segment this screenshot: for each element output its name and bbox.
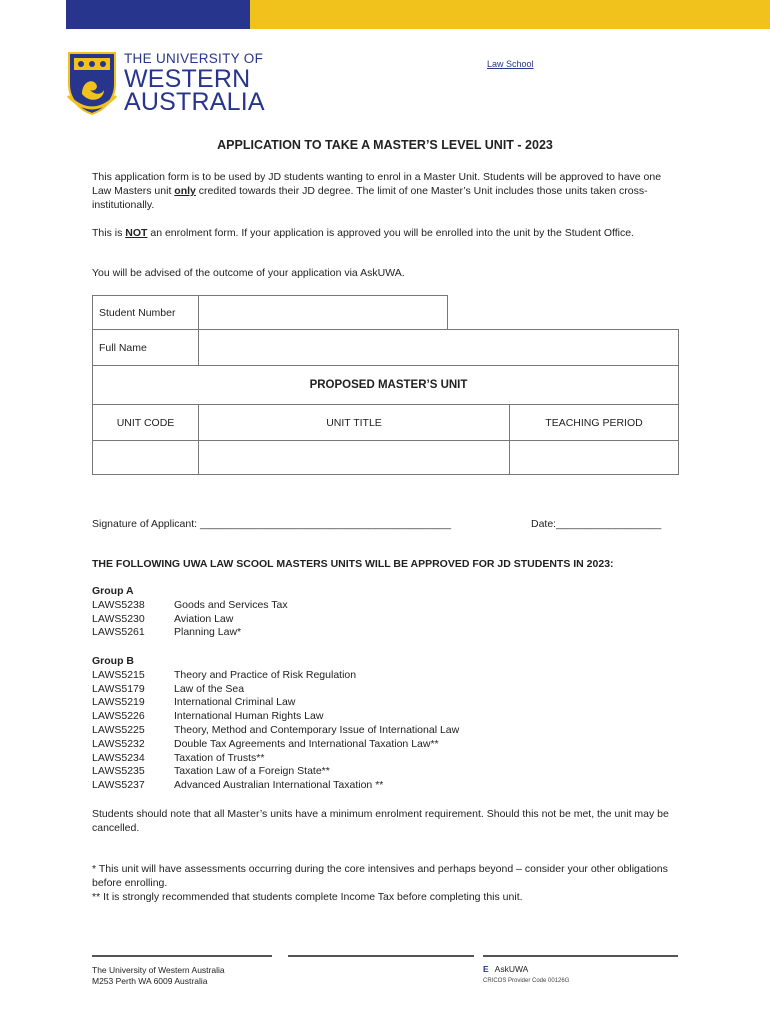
unit-code: LAWS5219 (92, 696, 145, 709)
unit-name: Theory and Practice of Risk Regulation (174, 668, 357, 681)
header-band-gold (250, 0, 770, 29)
university-name-line1: THE UNIVERSITY OF (124, 51, 264, 66)
unit-code: LAWS5215 (92, 668, 145, 681)
list-item (92, 779, 459, 793)
student-number-field[interactable] (198, 295, 448, 330)
intro-p1-text-a: This application form is to be used by JD students wanting to enrol in a Master Unit. Students will be approved to have one Law Masters unit (92, 171, 662, 197)
unit-name: Aviation Law (174, 612, 234, 625)
unit-code: LAWS5261 (92, 626, 145, 639)
footer-contact (483, 964, 528, 974)
unit-code: LAWS5225 (92, 723, 145, 736)
list-item (92, 752, 459, 766)
page-title: APPLICATION TO TAKE A MASTER’S LEVEL UNIT - 2023 (217, 138, 553, 152)
footnotes (92, 862, 682, 904)
unit-name: Goods and Services Tax (174, 598, 288, 611)
unit-code: LAWS5230 (92, 612, 145, 625)
intro-paragraph-1 (92, 170, 682, 212)
unit-code: LAWS5232 (92, 737, 145, 750)
teaching-period-input[interactable] (509, 440, 679, 475)
footer-address (92, 965, 225, 987)
unit-code: LAWS5234 (92, 751, 145, 764)
university-wordmark (124, 52, 265, 115)
student-number-label: Student Number (92, 295, 199, 330)
list-item (92, 669, 459, 683)
unit-code: LAWS5238 (92, 598, 145, 611)
unit-code-input[interactable] (92, 440, 199, 475)
unit-name: Double Tax Agreements and International Taxation Law** (174, 737, 439, 750)
list-item (92, 613, 288, 627)
unit-name: International Criminal Law (174, 696, 296, 709)
list-item (92, 710, 459, 724)
cricos-code: CRICOS Provider Code 00126G (483, 978, 570, 984)
approved-units-heading: THE FOLLOWING UWA LAW SCOOL MASTERS UNITS WILL BE APPROVED FOR JD STUDENTS IN 2023: (92, 558, 614, 570)
teaching-period-header: TEACHING PERIOD (509, 404, 679, 441)
intro-paragraph-3: You will be advised of the outcome of your application via AskUWA. (92, 267, 405, 279)
header-band-blue (66, 0, 250, 29)
unit-name: Taxation of Trusts** (174, 751, 265, 764)
unit-name: Taxation Law of a Foreign State** (174, 765, 330, 778)
group-title: Group B (92, 655, 134, 667)
full-name-label: Full Name (92, 329, 199, 366)
full-name-field[interactable] (198, 329, 679, 366)
unit-title-input[interactable] (198, 440, 510, 475)
enrolment-requirement-note: Students should note that all Master’s units have a minimum enrolment requirement. Should this not be met, the unit may be cancelled. (92, 808, 669, 834)
intro-p2-emphasis: NOT (125, 227, 148, 239)
intro-p2-text-b: an enrolment form. If your application is approved you will be enrolled into the unit by the Student Office. (147, 227, 635, 239)
unit-code: LAWS5237 (92, 779, 145, 792)
law-school-link[interactable]: Law School (487, 59, 534, 69)
intro-p1-emphasis: only (174, 185, 196, 197)
list-item (92, 696, 459, 710)
intro-paragraph-2 (92, 226, 682, 240)
signature-field[interactable]: Signature of Applicant: ___________________________________________ (92, 518, 452, 530)
list-item (92, 683, 459, 697)
unit-group-a (92, 585, 288, 640)
unit-name: Law of the Sea (174, 682, 245, 695)
intro-p2-text-a: This is (92, 227, 126, 239)
unit-name: Planning Law* (174, 626, 242, 639)
unit-code: LAWS5179 (92, 682, 145, 695)
footer-divider (92, 955, 272, 957)
list-item (92, 599, 288, 613)
unit-code: LAWS5235 (92, 765, 145, 778)
proposed-unit-heading: PROPOSED MASTER’S UNIT (92, 365, 679, 405)
footer-divider (288, 955, 474, 957)
unit-title-header: UNIT TITLE (198, 404, 510, 441)
list-item (92, 626, 288, 640)
unit-code-header: UNIT CODE (92, 404, 199, 441)
university-logo (66, 50, 265, 118)
university-name-line2: WESTERN (124, 64, 251, 93)
unit-code: LAWS5226 (92, 710, 145, 723)
list-item (92, 724, 459, 738)
unit-name: International Human Rights Law (174, 710, 324, 723)
intro-p1-text-b: credited towards their JD degree. The limit of one Master’s Unit includes those units taken cross-institutionally. (92, 185, 648, 211)
university-name-line3: AUSTRALIA (124, 87, 265, 116)
list-item (92, 765, 459, 779)
university-crest-icon (66, 50, 118, 116)
date-field[interactable]: Date:__________________ (531, 518, 662, 530)
footer-divider (483, 955, 678, 957)
email-label: E (483, 964, 489, 974)
footnote-single-asterisk: * This unit will have assessments occurring during the core intensives and perhaps beyond – consider your other obligations before enrolling. (92, 863, 668, 889)
group-title: Group A (92, 585, 134, 597)
address-line2: M253 Perth WA 6009 Australia (92, 976, 208, 986)
askuwa-link[interactable]: AskUWA (494, 964, 529, 974)
address-line1: The University of Western Australia (92, 965, 225, 975)
footnote-double-asterisk: ** It is strongly recommended that students complete Income Tax before completing this unit. (92, 891, 523, 903)
unit-name: Advanced Australian International Taxation ** (174, 779, 384, 792)
unit-name: Theory, Method and Contemporary Issue of International Law (174, 723, 460, 736)
list-item (92, 738, 459, 752)
unit-group-b (92, 655, 459, 793)
